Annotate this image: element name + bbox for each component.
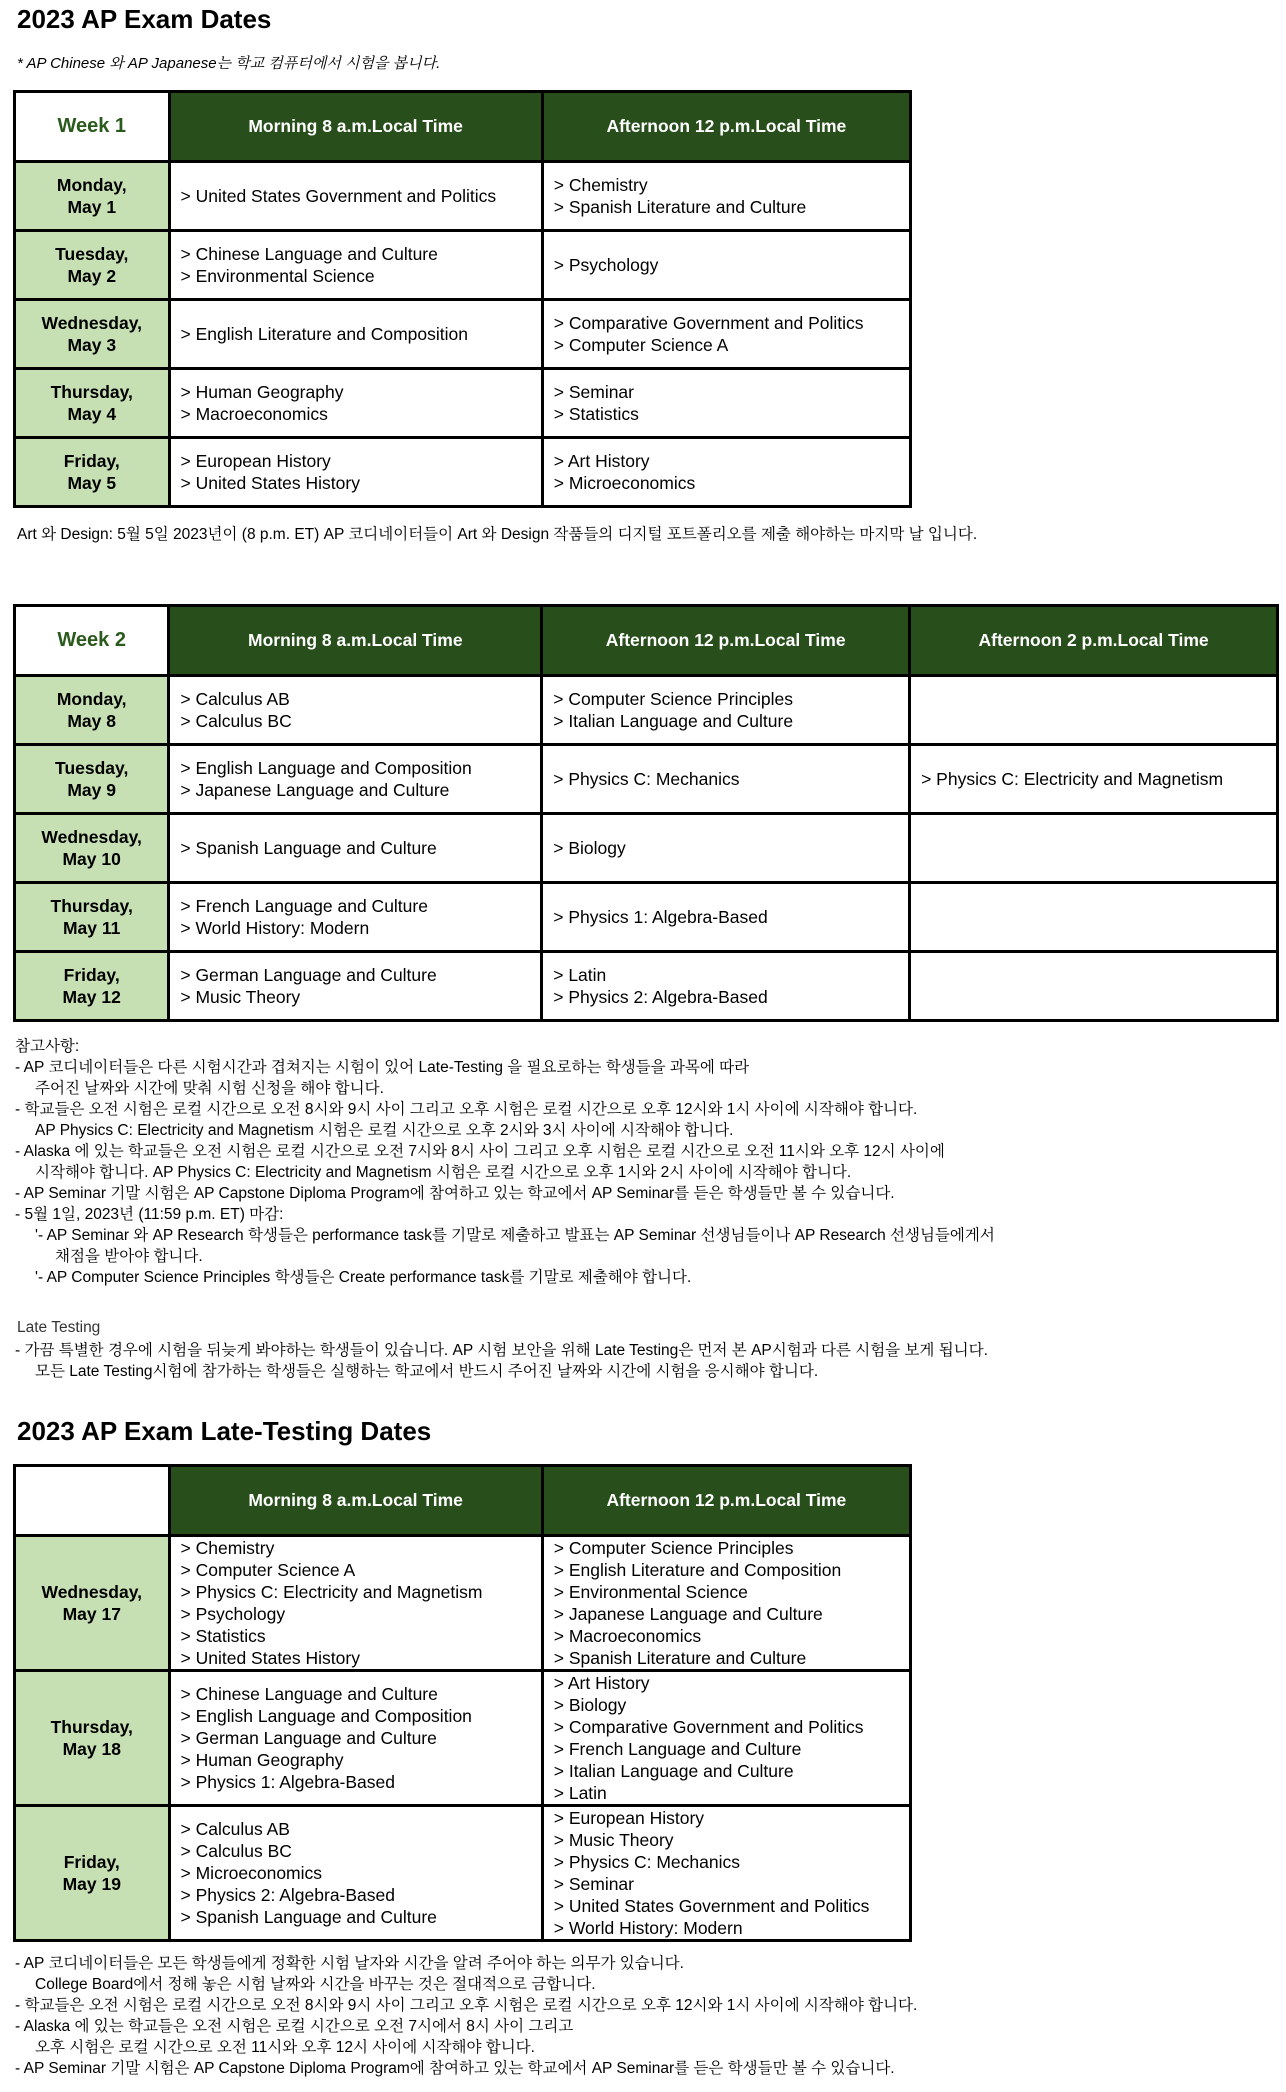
morning-exams-cell: [169, 1671, 542, 1806]
weekday: Thursday,: [50, 896, 133, 916]
day-cell: [15, 1806, 170, 1941]
exam-subject: > Calculus BC: [180, 711, 292, 731]
afternoon-exams-cell: [542, 745, 910, 814]
exam-subject: > Japanese Language and Culture: [553, 1604, 823, 1624]
week1-morning-header: Morning 8 a.m.Local Time: [169, 92, 542, 162]
schedule-row: [15, 1806, 911, 1941]
afternoon2-exams-cell: [910, 883, 1278, 952]
morning-exams-cell: [169, 231, 542, 300]
day-cell: [15, 814, 169, 883]
date: May 3: [67, 335, 117, 355]
week1-schedule-table: [13, 90, 912, 508]
afternoon-exams-cell: [542, 438, 910, 507]
exam-subject: > Calculus BC: [180, 1841, 292, 1861]
weekday: Wednesday,: [41, 313, 142, 333]
exam-subject: > Italian Language and Culture: [553, 711, 794, 731]
afternoon-exams-cell: [542, 1671, 910, 1806]
exam-subject: > Physics 2: Algebra-Based: [180, 1885, 396, 1905]
exam-subject: > World History: Modern: [553, 1918, 743, 1938]
exam-subject: > Chinese Language and Culture: [180, 244, 438, 264]
morning-exams-cell: [169, 1536, 542, 1671]
weekday: Wednesday,: [41, 1582, 142, 1602]
day-cell: [15, 1671, 170, 1806]
afternoon-exams-cell: [542, 883, 910, 952]
week2-afternoon2-header: Afternoon 2 p.m.Local Time: [910, 606, 1278, 676]
exam-subject: > Environmental Science: [553, 1582, 748, 1602]
exam-subject: > Psychology: [180, 1604, 286, 1624]
exam-subject: > Physics C: Mechanics: [553, 769, 740, 789]
exam-subject: > European History: [180, 451, 331, 471]
note-line: - AP Seminar 기말 시험은 AP Capstone Diploma Program에 참여하고 있는 학교에서 AP Seminar를 듣은 학생들만 볼 수 있습니다.: [15, 2060, 895, 2077]
schedule-row: [15, 814, 1278, 883]
day-cell: [15, 883, 169, 952]
exam-subject: > Macroeconomics: [180, 404, 328, 424]
day-cell: [15, 1536, 170, 1671]
exam-subject: > Calculus AB: [180, 689, 290, 709]
exam-subject: > Art History: [553, 1673, 650, 1693]
exam-subject: > Computer Science A: [180, 1560, 356, 1580]
note-line: '- AP Seminar 와 AP Research 학생들은 performance task를 기말로 제출하고 발표는 AP Seminar 선생님들이나 AP Research 선생님들에게서: [35, 1227, 995, 1244]
date: May 12: [62, 987, 121, 1007]
weekday: Tuesday,: [55, 758, 129, 778]
exam-subject: > Seminar: [553, 382, 634, 402]
weekday: Friday,: [63, 965, 120, 985]
morning-exams-cell: [169, 952, 542, 1021]
exam-subject: > Seminar: [553, 1874, 634, 1894]
late-testing-notes: [15, 1340, 1265, 1382]
exam-subject: > Art History: [553, 451, 650, 471]
exam-subject: > Music Theory: [180, 987, 301, 1007]
date: May 11: [62, 918, 121, 938]
exam-subject: > German Language and Culture: [180, 1728, 437, 1748]
week1-afternoon-header: Afternoon 12 p.m.Local Time: [542, 92, 910, 162]
afternoon2-exams-cell: [910, 814, 1278, 883]
exam-subject: > Physics 1: Algebra-Based: [553, 907, 768, 927]
note-line: - AP 코디네이터들은 다른 시험시간과 겹쳐지는 시험이 있어 Late-Testing 을 필요로하는 학생들을 과목에 따라: [15, 1059, 750, 1076]
exam-subject: > United States Government and Politics: [180, 186, 497, 206]
exam-subject: > Human Geography: [180, 1750, 344, 1770]
note-line: - 학교들은 오전 시험은 로컬 시간으로 오전 8시와 9시 사이 그리고 오후 시험은 로컬 시간으로 오후 12시와 1시 사이에 시작해야 합니다.: [15, 1997, 918, 2014]
exam-subject: > Microeconomics: [553, 473, 696, 493]
exam-subject: > Physics 1: Algebra-Based: [180, 1772, 396, 1792]
day-cell: [15, 676, 169, 745]
exam-subject: > Statistics: [180, 1626, 266, 1646]
date: May 1: [67, 197, 117, 217]
exam-subject: > Comparative Government and Politics: [553, 1717, 864, 1737]
art-design-note: Art 와 Design: 5월 5일 2023년이 (8 p.m. ET) AP 코디네이터들이 Art 와 Design 작품들의 디지털 포트폴리오를 제출 해야하는 마지막 날 입니다.: [17, 526, 978, 543]
exam-subject: > Human Geography: [180, 382, 344, 402]
morning-exams-cell: [169, 300, 542, 369]
date: May 18: [62, 1739, 121, 1759]
schedule-row: [15, 676, 1278, 745]
note-line: 모든 Late Testing시험에 참가하는 학생들은 실행하는 학교에서 반드시 주어진 날짜와 시간에 시험을 응시해야 합니다.: [35, 1363, 819, 1380]
morning-exams-cell: [169, 1806, 542, 1941]
exam-subject: > Latin: [553, 1783, 607, 1803]
exam-subject: > Computer Science Principles: [553, 1538, 794, 1558]
exam-subject: > Japanese Language and Culture: [180, 780, 450, 800]
day-cell: [15, 162, 170, 231]
week2-morning-header: Morning 8 a.m.Local Time: [169, 606, 542, 676]
schedule-row: [15, 745, 1278, 814]
exam-subject: > Italian Language and Culture: [553, 1761, 794, 1781]
exam-subject: > Physics 2: Algebra-Based: [553, 987, 768, 1007]
schedule-row: [15, 1671, 911, 1806]
exam-subject: > United States History: [180, 1648, 360, 1668]
morning-exams-cell: [169, 438, 542, 507]
exam-subject: > French Language and Culture: [180, 896, 428, 916]
exam-subject: > European History: [553, 1808, 705, 1828]
late-morning-header: Morning 8 a.m.Local Time: [169, 1466, 542, 1536]
exam-subject: > Environmental Science: [180, 266, 375, 286]
schedule-row: [15, 231, 911, 300]
date: May 8: [67, 711, 116, 731]
afternoon-exams-cell: [542, 1536, 910, 1671]
afternoon2-exams-cell: [910, 745, 1278, 814]
exam-subject: > Physics C: Electricity and Magnetism: [921, 769, 1224, 789]
exam-subject: > Chinese Language and Culture: [180, 1684, 438, 1704]
afternoon2-exams-cell: [910, 676, 1278, 745]
note-line: College Board에서 정해 놓은 시험 날짜와 시간을 바꾸는 것은 절대적으로 금합니다.: [35, 1976, 596, 1993]
week2-schedule-table: [13, 604, 1279, 1022]
late-afternoon-header: Afternoon 12 p.m.Local Time: [542, 1466, 910, 1536]
morning-exams-cell: [169, 369, 542, 438]
afternoon-exams-cell: [542, 231, 910, 300]
morning-exams-cell: [169, 814, 542, 883]
date: May 5: [67, 473, 117, 493]
exam-subject: > United States History: [180, 473, 360, 493]
late-notes-section: [15, 1953, 1265, 2079]
late-testing-label: Late Testing: [17, 1319, 101, 1336]
note-line: - 학교들은 오전 시험은 로컬 시간으로 오전 8시와 9시 사이 그리고 오후 시험은 로컬 시간으로 오후 12시와 1시 사이에 시작해야 합니다.: [15, 1101, 918, 1118]
note-line: 시작해야 합니다. AP Physics C: Electricity and Magnetism 시험은 로컬 시간으로 오후 1시와 2시 사이에 시작해야 합니다.: [35, 1164, 852, 1181]
note-line: 참고사항:: [15, 1038, 80, 1055]
exam-subject: > Latin: [553, 965, 607, 985]
note-line: 주어진 날짜와 시간에 맞춰 시험 신청을 해야 합니다.: [35, 1080, 384, 1097]
schedule-row: [15, 1536, 911, 1671]
schedule-row: [15, 883, 1278, 952]
day-cell: [15, 952, 169, 1021]
afternoon-exams-cell: [542, 162, 910, 231]
exam-subject: > Biology: [553, 838, 626, 858]
weekday: Monday,: [56, 689, 127, 709]
schedule-row: [15, 369, 911, 438]
note-line: AP Physics C: Electricity and Magnetism 시험은 로컬 시간으로 오후 2시와 3시 사이에 시작해야 합니다.: [35, 1122, 734, 1139]
date: May 17: [62, 1604, 121, 1624]
morning-exams-cell: [169, 883, 542, 952]
morning-exams-cell: [169, 162, 542, 231]
exam-subject: > World History: Modern: [180, 918, 370, 938]
weekday: Tuesday,: [55, 244, 129, 264]
notes-section: [15, 1036, 1265, 1288]
late-testing-title: 2023 AP Exam Late-Testing Dates: [17, 1416, 432, 1446]
exam-subject: > Psychology: [553, 255, 659, 275]
exam-subject: > Statistics: [553, 404, 639, 424]
weekday: Monday,: [56, 175, 127, 195]
exam-subject: > Physics C: Mechanics: [553, 1852, 740, 1872]
exam-subject: > Spanish Language and Culture: [180, 838, 437, 858]
schedule-row: [15, 952, 1278, 1021]
exam-subject: > United States Government and Politics: [553, 1896, 870, 1916]
note-line: 오후 시험은 로컬 시간으로 오전 11시와 오후 12시 사이에 시작해야 합니다.: [35, 2039, 535, 2056]
weekday: Friday,: [63, 451, 120, 471]
morning-exams-cell: [169, 745, 542, 814]
day-cell: [15, 369, 170, 438]
exam-note: * AP Chinese 와 AP Japanese는 학교 컴퓨터에서 시험을 봅니다.: [17, 55, 441, 72]
day-cell: [15, 438, 170, 507]
schedule-row: [15, 162, 911, 231]
exam-subject: > English Literature and Composition: [180, 324, 468, 344]
note-line: - 가끔 특별한 경우에 시험을 뒤늦게 봐야하는 학생들이 있습니다. AP 시험 보안을 위해 Late Testing은 먼저 본 AP시험과 다른 시험을 보게 됩니다.: [15, 1342, 988, 1359]
week2-label: Week 2: [15, 606, 169, 676]
weekday: Friday,: [63, 1852, 120, 1872]
page-title: 2023 AP Exam Dates: [17, 4, 272, 34]
week1-label: Week 1: [15, 92, 170, 162]
exam-subject: > Computer Science Principles: [553, 689, 793, 709]
day-cell: [15, 745, 169, 814]
exam-subject: > Music Theory: [553, 1830, 674, 1850]
exam-subject: > Biology: [553, 1695, 627, 1715]
note-line: '- AP Computer Science Principles 학생들은 Create performance task를 기말로 제출해야 합니다.: [35, 1269, 692, 1286]
date: May 4: [67, 404, 117, 424]
afternoon-exams-cell: [542, 952, 910, 1021]
afternoon-exams-cell: [542, 1806, 910, 1941]
note-line: - Alaska 에 있는 학교들은 오전 시험은 로컬 시간으로 오전 7시에서 8시 사이 그리고: [15, 2018, 574, 2035]
exam-subject: > English Literature and Composition: [553, 1560, 842, 1580]
afternoon-exams-cell: [542, 676, 910, 745]
weekday: Thursday,: [50, 1717, 133, 1737]
note-line: - 5월 1일, 2023년 (11:59 p.m. ET) 마감:: [15, 1206, 284, 1223]
afternoon-exams-cell: [542, 814, 910, 883]
morning-exams-cell: [169, 676, 542, 745]
date: May 19: [62, 1874, 121, 1894]
note-line: 채점을 받아야 합니다.: [55, 1248, 203, 1265]
exam-subject: > Calculus AB: [180, 1819, 290, 1839]
exam-subject: > Comparative Government and Politics: [553, 313, 864, 333]
day-cell: [15, 231, 170, 300]
schedule-row: [15, 438, 911, 507]
afternoon-exams-cell: [542, 300, 910, 369]
weekday: Thursday,: [50, 382, 133, 402]
note-line: - AP Seminar 기말 시험은 AP Capstone Diploma Program에 참여하고 있는 학교에서 AP Seminar를 듣은 학생들만 볼 수 있습니다.: [15, 1185, 895, 1202]
exam-subject: > Spanish Literature and Culture: [553, 197, 807, 217]
exam-subject: > Computer Science A: [553, 335, 729, 355]
late-corner-cell: [15, 1466, 170, 1536]
exam-subject: > German Language and Culture: [180, 965, 437, 985]
exam-subject: > Spanish Language and Culture: [180, 1907, 437, 1927]
afternoon2-exams-cell: [910, 952, 1278, 1021]
exam-subject: > French Language and Culture: [553, 1739, 802, 1759]
day-cell: [15, 300, 170, 369]
exam-subject: > Microeconomics: [180, 1863, 323, 1883]
exam-subject: > Physics C: Electricity and Magnetism: [180, 1582, 483, 1602]
date: May 9: [67, 780, 116, 800]
exam-subject: > Chemistry: [180, 1538, 275, 1558]
exam-subject: > Chemistry: [553, 175, 648, 195]
afternoon-exams-cell: [542, 369, 910, 438]
exam-subject: > English Language and Composition: [180, 1706, 472, 1726]
exam-subject: > Macroeconomics: [553, 1626, 702, 1646]
exam-subject: > Spanish Literature and Culture: [553, 1648, 807, 1668]
week2-afternoon-header: Afternoon 12 p.m.Local Time: [542, 606, 910, 676]
schedule-row: [15, 300, 911, 369]
weekday: Wednesday,: [41, 827, 142, 847]
date: May 10: [62, 849, 121, 869]
note-line: - AP 코디네이터들은 모든 학생들에게 정확한 시험 날자와 시간을 알려 주어야 하는 의무가 있습니다.: [15, 1955, 684, 1972]
note-line: - Alaska 에 있는 학교들은 오전 시험은 로컬 시간으로 오전 7시와 8시 사이 그리고 오후 시험은 로컬 시간으로 오전 11시와 오후 12시 사이에: [15, 1143, 945, 1160]
exam-subject: > English Language and Composition: [180, 758, 472, 778]
late-testing-table: [13, 1464, 912, 1942]
date: May 2: [67, 266, 117, 286]
